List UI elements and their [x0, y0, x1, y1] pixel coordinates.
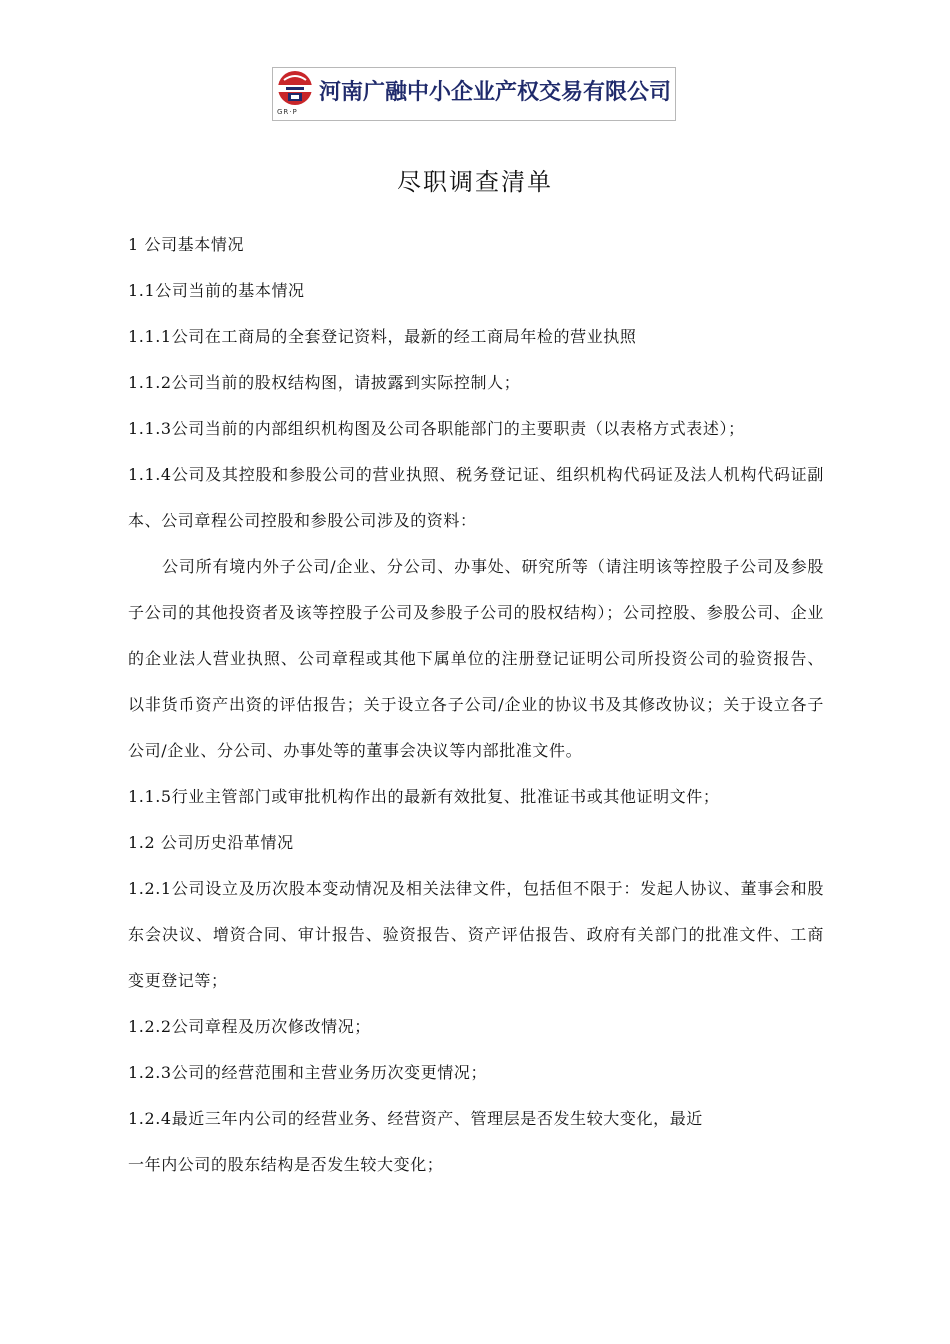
body-paragraph: 公司所有境内外子公司/企业、分公司、办事处、研究所等（请注明该等控股子公司及参股子公司的其他投资者及该等控股子公司及参股子公司的股权结构）；公司控股、参股公司、企业的企业法人营业执照、公司章程或其他下属单位的注册登记证明公司所投资公司的验资报告、以非货币资产出资的评估报告；关于设立各子公司/企业的协议书及其修改协议；关于设立各子公司/企业、分公司、办事处等的董事会决议等内部批准文件。 — [128, 557, 824, 760]
list-item: 1.2.4最近三年内公司的经营业务、经营资产、管理层是否发生较大变化，最近 — [128, 1109, 703, 1128]
section-heading: 1 公司基本情况 — [128, 235, 245, 254]
list-item-continuation: 一年内公司的股东结构是否发生较大变化； — [128, 1155, 444, 1174]
logo-caption: GR·P — [277, 108, 298, 116]
list-item: 1.2.1公司设立及历次股本变动情况及相关法律文件，包括但不限于：发起人协议、董事会和股东会决议、增资合同、审计报告、验资报告、资产评估报告、政府有关部门的批准文件、工商变更登记等； — [128, 879, 824, 990]
list-item: 1.1.2公司当前的股权结构图，请披露到实际控制人； — [128, 373, 521, 392]
list-item: 1.1.3公司当前的内部组织机构图及公司各职能部门的主要职责（以表格方式表述）； — [128, 419, 745, 438]
letterhead — [272, 67, 676, 121]
document-body — [128, 222, 824, 1188]
company-name: 河南广融中小企业产权交易有限公司 — [319, 80, 672, 105]
list-item: 1.2.3公司的经营范围和主营业务历次变更情况； — [128, 1063, 488, 1082]
list-item: 1.1.4公司及其控股和参股公司的营业执照、税务登记证、组织机构代码证及法人机构代码证副本、公司章程公司控股和参股公司涉及的资料： — [128, 465, 824, 530]
subsection-heading: 1.1公司当前的基本情况 — [128, 281, 305, 300]
company-logo-icon — [276, 70, 314, 110]
subsection-heading: 1.2 公司历史沿革情况 — [128, 833, 294, 852]
list-item: 1.2.2公司章程及历次修改情况； — [128, 1017, 371, 1036]
list-item: 1.1.1公司在工商局的全套登记资料，最新的经工商局年检的营业执照 — [128, 327, 637, 346]
list-item: 1.1.5行业主管部门或审批机构作出的最新有效批复、批准证书或其他证明文件； — [128, 787, 720, 806]
document-title: 尽职调查清单 — [397, 168, 553, 196]
